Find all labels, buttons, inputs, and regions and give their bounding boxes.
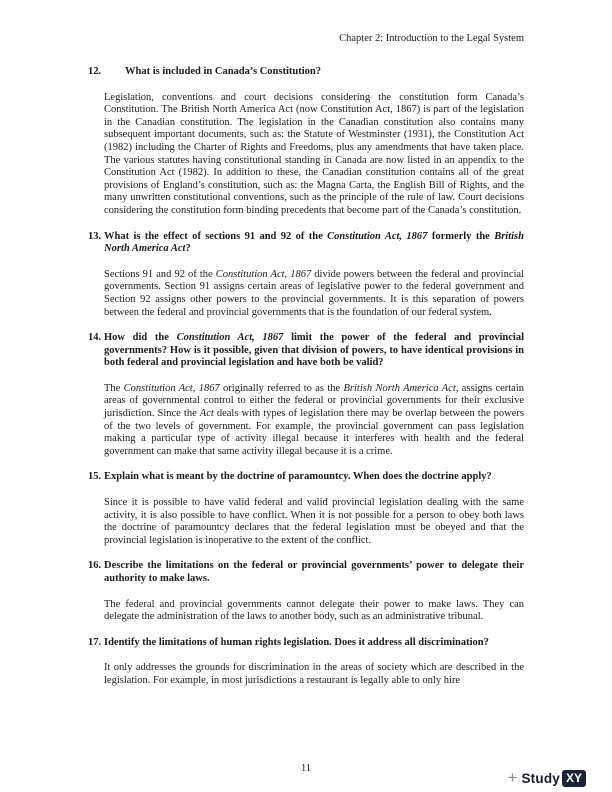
question-line — [88, 66, 524, 79]
question-text: How did the Constitution Act, 1867 limit the power of the federal and provincial governments? How is it possible, given that division of powers, to have identical provisions in both federal and provincial legislation and have both be valid? — [104, 332, 525, 369]
question-number: 13. — [88, 230, 102, 242]
answer-text: Since it is possible to have valid federal and valid provincial legislation dealing with the same activity, it is also possible to have conflict. When it is not possible for a person to obey both laws the doctrine of paramountcy declares that the federal legislation must be obeyed and that the provincial legislation is inoperative to the extent of the conflict. — [104, 497, 524, 546]
page-number: 11 — [300, 763, 312, 774]
question-answer-block — [88, 231, 524, 320]
question-text: What is the effect of sections 91 and 92 of the Constitution Act, 1867 formerly the British North America Act? — [104, 230, 524, 255]
question-line — [88, 231, 524, 256]
studyxy-logo — [508, 770, 586, 787]
question-line — [88, 637, 524, 650]
question-answer-block — [88, 66, 524, 218]
question-text: Explain what is meant by the doctrine of paramountcy. When does the doctrine apply? — [104, 471, 492, 483]
logo-text-xy: XY — [562, 770, 586, 787]
question-line — [88, 471, 524, 484]
question-text: Identify the limitations of human rights legislation. Does it address all discrimination? — [104, 636, 489, 648]
plus-icon: + — [507, 768, 518, 787]
questions-list — [88, 66, 524, 688]
question-line — [88, 332, 524, 370]
question-answer-block — [88, 560, 524, 623]
question-answer-block — [88, 471, 524, 547]
question-text: Describe the limitations on the federal or provincial governments’ power to delegate their authority to make laws. — [104, 560, 524, 584]
logo-text-study: Study — [521, 771, 560, 786]
question-number: 12. — [88, 66, 102, 77]
question-number: 14. — [88, 332, 102, 344]
answer-text: Sections 91 and 92 of the Constitution Act, 1867 divide powers between the federal and provincial governments. Section 91 assigns certain areas of legislative power to the federal government and Section 92 assigns other powers to the provincial governments. It is this separation of powers between the federal and provincial governments that is the foundation of our federal system. — [104, 268, 524, 318]
answer-text: It only addresses the grounds for discrimination in the areas of society which are described in the legislation. For example, in most jurisdictions a restaurant is legally able to only hire — [104, 662, 524, 686]
answer-text: The federal and provincial governments cannot delegate their power to make laws. They can delegate the administration of the laws to another body, such as an administrative tribunal. — [104, 598, 524, 623]
question-number: 17. — [88, 636, 102, 648]
question-number: 15. — [88, 471, 102, 483]
question-text: What is included in Canada’s Constitution? — [125, 66, 321, 77]
question-answer-block — [88, 332, 524, 458]
answer-text: Legislation, conventions and court decisions considering the constitution form Canada’s Constitution. The British North America Act (now Constitution Act, 1867) is part of the legislation in the Canadian constitution. The legislation in the Canadian constitution also contains many subsequent important documents, such as: the Statute of Westminster (1931), the Constitution Act (1982) including the Charter of Rights and Freedoms, plus any amendments that have taken place. The various statutes having constitutional standing in Canada are now listed in an appendix to the Constitution Act (1982). In addition to these, the Canadian constitution contains all of the great provisions of England’s constitution, such as: the Magna Carta, the English Bill of Rights, and the many unwritten constitutional conventions, such as the principle of the rule of law. Court decisions considering the constitution form binding precedents that become part of the Canada’s constitution. — [104, 91, 524, 216]
question-number: 16. — [88, 560, 102, 572]
question-answer-block — [88, 637, 524, 688]
question-line — [88, 560, 524, 585]
chapter-header: Chapter 2: Introduction to the Legal System — [339, 33, 524, 44]
answer-text: The Constitution Act, 1867 originally referred to as the British North America Act, assigns certain areas of governmental control to either the federal or provincial governments for their exclusive jurisdiction. Since the Act deals with types of legislation there may be overlap between the powers of the two levels of government. For example, the provincial government can pass legislation making a particular type of activity illegal because it interferes with health and the federal government can make that same activity illegal because it is a crime. — [104, 382, 525, 457]
